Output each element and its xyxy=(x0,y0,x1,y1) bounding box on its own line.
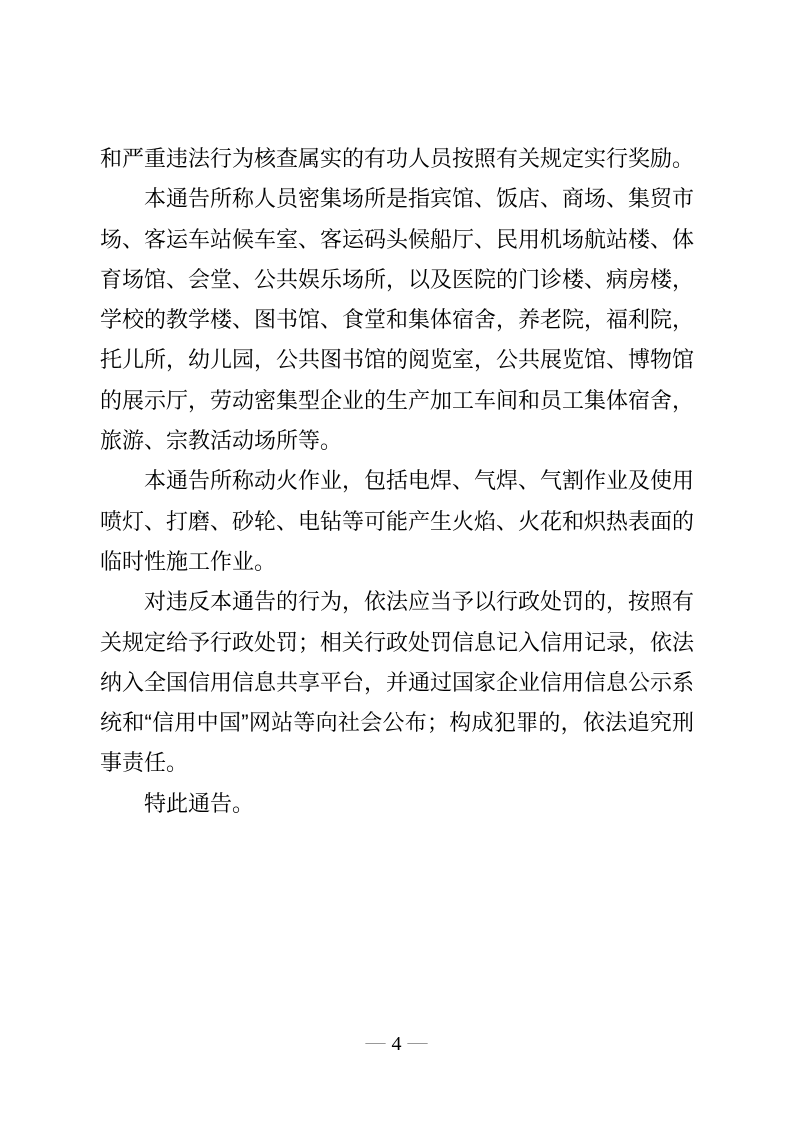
paragraph: 和严重违法行为核查属实的有功人员按照有关规定实行奖励。 xyxy=(100,146,695,171)
paragraph: 对违反本通告的行为，依法应当予以行政处罚的，按照有关规定给予行政处罚；相关行政处罚信息记入信用记录，依法纳入全国信用信息共享平台，并通过国家企业信用信息公示系统和“信用中国”网站等向社会公布；构成犯罪的，依法追究刑事责任。 xyxy=(100,589,695,776)
page-footer xyxy=(0,1032,793,1056)
page-number: 4 xyxy=(391,1033,402,1055)
paragraph: 特此通告。 xyxy=(144,790,255,816)
document-body xyxy=(100,139,694,824)
paragraph: 本通告所称人员密集场所是指宾馆、饭店、商场、集贸市场、客运车站候车室、客运码头候船厅、民用机场航站楼、体育场馆、会堂、公共娱乐场所，以及医院的门诊楼、病房楼，学校的教学楼、图书馆、食堂和集体宿舍，养老院，福利院，托儿所，幼儿园，公共图书馆的阅览室，公共展览馆、博物馆的展示厅，劳动密集型企业的生产加工车间和员工集体宿舍，旅游、宗教活动场所等。 xyxy=(100,186,695,454)
footer-dash-right: — xyxy=(407,1031,428,1053)
footer-dash-left: — xyxy=(365,1031,386,1053)
paragraph: 本通告所称动火作业，包括电焊、气焊、气割作业及使用喷灯、打磨、砂轮、电钻等可能产生火焰、火花和炽热表面的临时性施工作业。 xyxy=(100,468,695,574)
